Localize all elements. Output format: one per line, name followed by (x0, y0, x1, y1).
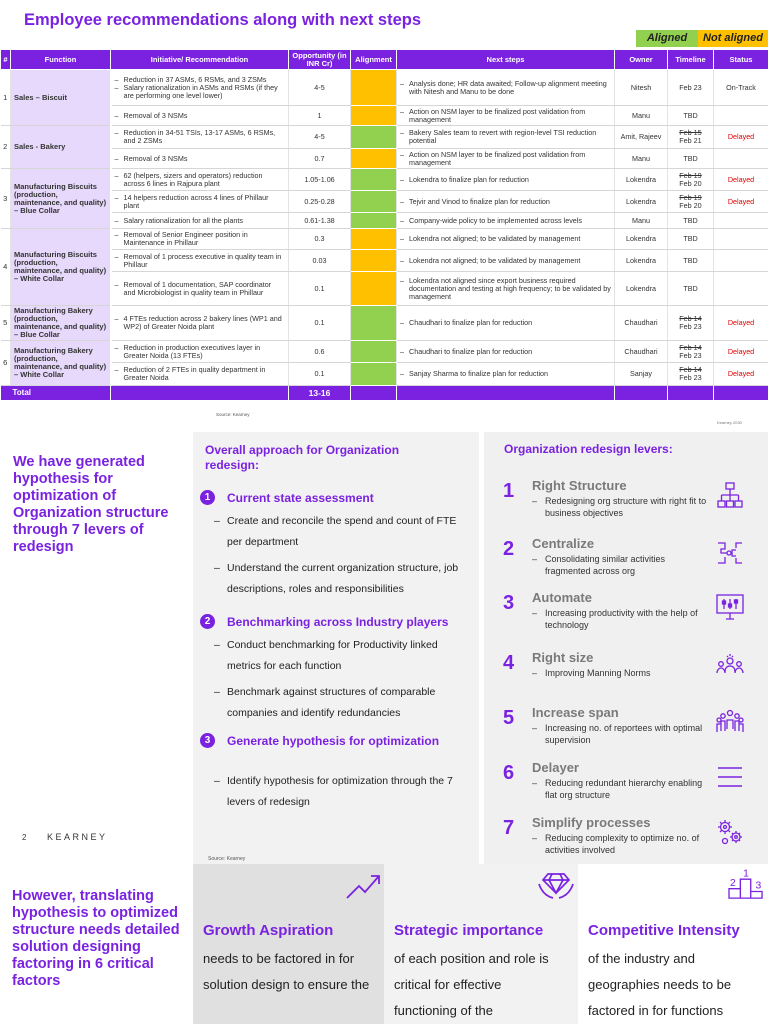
next-steps-list (400, 198, 611, 206)
monitor-settings-icon (715, 592, 745, 622)
lever-right-size (484, 648, 768, 704)
next-steps-list (400, 277, 611, 301)
alignment-cell (351, 306, 397, 341)
status-cell: Delayed (714, 363, 768, 386)
slide-title: Employee recommendations along with next steps (24, 11, 422, 29)
lever-delayer (484, 758, 768, 814)
redesign-slide (0, 428, 768, 864)
timeline-old: Feb 14 (679, 314, 702, 323)
timeline-old: Feb 15 (679, 128, 702, 137)
alignment-cell (351, 191, 397, 213)
next-step-item: – Lokendra not aligned; to be validated by management (400, 235, 611, 243)
row-group-number: 5 (1, 306, 11, 341)
owner-cell: Manu (615, 213, 668, 229)
table-row (1, 363, 768, 386)
next-step-item: – Bakery Sales team to revert with region-level TSI reduction potential (400, 129, 611, 145)
initiative-item: – Reduction in 37 ASMs, 6 RSMs, and 3 ZSMs (115, 76, 286, 84)
lever-name: Increase span (532, 705, 619, 720)
table-row (1, 341, 768, 363)
initiative-cell (111, 70, 289, 106)
initiative-item: – Removal of 3 NSMs (115, 112, 286, 120)
total-empty-cell (615, 386, 668, 400)
timeline-current: Feb 23 (679, 322, 702, 331)
opportunity-cell: 0.3 (289, 229, 351, 250)
next-step-item: – Company-wide policy to be implemented across levels (400, 217, 611, 225)
step-bullets (214, 511, 469, 605)
timeline-current: TBD (683, 215, 698, 225)
next-steps-list (400, 217, 611, 225)
trend-up-icon (343, 868, 383, 902)
header-col-num: # (1, 50, 11, 70)
next-steps-list (400, 235, 611, 243)
timeline-cell (668, 106, 714, 126)
timeline-cell (668, 306, 714, 341)
source-note: Source: Kearney (208, 856, 246, 862)
podium-icon (726, 866, 766, 900)
table-row (1, 191, 768, 213)
timeline-cell (668, 70, 714, 106)
timeline-current: Feb 20 (679, 178, 702, 188)
timeline-cell (668, 229, 714, 250)
initiative-list (115, 112, 286, 120)
lever-name: Right Structure (532, 478, 627, 493)
initiative-list (115, 172, 286, 188)
initiative-list (115, 194, 286, 210)
alignment-cell (351, 229, 397, 250)
row-group-number: 2 (1, 126, 11, 169)
next-steps-cell (397, 250, 615, 272)
recommendations-slide (0, 0, 768, 428)
step-number: 1 (200, 490, 215, 505)
table-row (1, 213, 768, 229)
initiative-item: – Removal of 1 process executive in quality team in Phillaur (115, 253, 286, 269)
timeline-current: TBD (683, 255, 698, 265)
factor-text: of each position and role is critical for effective functioning of the (394, 951, 549, 1018)
group-icon (715, 707, 745, 737)
header-col-owner: Owner (615, 50, 668, 70)
table-row (1, 306, 768, 341)
function-cell: Sales - Bakery (11, 126, 111, 169)
lever-number: 5 (503, 707, 515, 729)
step-bullets (214, 771, 469, 818)
timeline-cell (668, 126, 714, 149)
opportunity-cell: 1 (289, 106, 351, 126)
next-steps-cell (397, 306, 615, 341)
initiative-item: – Reduction in 34-51 TSIs, 13-17 ASMs, 6 RSMs, and 2 ZSMs (115, 129, 286, 145)
source-note: Source: Kearney (216, 412, 250, 417)
opportunity-cell: 0.25-0.28 (289, 191, 351, 213)
next-steps-list (400, 151, 611, 167)
initiative-cell (111, 149, 289, 169)
status-cell (714, 213, 768, 229)
svg-text:1: 1 (743, 868, 749, 880)
approach-panel (193, 432, 479, 864)
next-step-item: – Lokendra to finalize plan for reduction (400, 176, 611, 184)
factor-text: of the industry and geographies needs to be factored in for functions (588, 951, 732, 1018)
next-step-item: – Chaudhari to finalize plan for reduction (400, 348, 611, 356)
initiative-item: – Removal of Senior Engineer position in Maintenance in Phillaur (115, 231, 286, 247)
timeline-cell (668, 272, 714, 306)
next-steps-list (400, 348, 611, 356)
timeline-cell (668, 191, 714, 213)
table-row (1, 126, 768, 149)
table-row (1, 149, 768, 169)
initiative-item: – Reduction of 2 FTEs in quality department in Greater Noida (115, 366, 286, 382)
initiative-cell (111, 213, 289, 229)
lever-number: 6 (503, 762, 515, 784)
next-step-item: – Sanjay Sharma to finalize plan for reduction (400, 370, 611, 378)
initiative-cell (111, 341, 289, 363)
status-cell: Delayed (714, 341, 768, 363)
next-step-item: – Lokendra not aligned since export business required documentation and testing at high frequency; to be validated by management (400, 277, 611, 301)
initiative-cell (111, 363, 289, 386)
levers-title: Organization redesign levers: (504, 442, 673, 456)
opportunity-cell: 0.03 (289, 250, 351, 272)
initiative-item: – Salary rationalization for all the plants (115, 217, 286, 225)
initiative-cell (111, 126, 289, 149)
opportunity-cell: 0.1 (289, 306, 351, 341)
total-label: Total (1, 386, 111, 400)
lever-description: – Increasing productivity with the help of technology (532, 607, 712, 631)
next-steps-list (400, 370, 611, 378)
initiative-item: – Reduction in production executives layer in Greater Noida (13 FTEs) (115, 344, 286, 360)
factor-text: needs to be factored in for solution design to ensure the (203, 951, 370, 992)
alignment-cell (351, 126, 397, 149)
row-group-number: 4 (1, 229, 11, 306)
lever-simplify-processes (484, 813, 768, 869)
step-bullet: – Identify hypothesis for optimization through the 7 levers of redesign (214, 771, 469, 812)
initiative-cell (111, 306, 289, 341)
lever-name: Delayer (532, 760, 579, 775)
step-bullets (214, 635, 469, 729)
total-empty-cell (111, 386, 289, 400)
status-cell: Delayed (714, 169, 768, 191)
total-empty-cell (714, 386, 768, 400)
opportunity-cell: 4-5 (289, 126, 351, 149)
header-col-timeline: Timeline (668, 50, 714, 70)
timeline-current: Feb 21 (679, 136, 702, 145)
svg-text:3: 3 (755, 880, 762, 892)
initiative-list (115, 155, 286, 163)
next-steps-cell (397, 213, 615, 229)
initiative-cell (111, 250, 289, 272)
total-value: 13-16 (289, 386, 351, 400)
owner-cell: Nitesh (615, 70, 668, 106)
lever-description: – Reducing redundant hierarchy enabling flat org structure (532, 777, 712, 801)
next-steps-list (400, 257, 611, 265)
step-bullet: – Understand the current organization structure, job descriptions, roles and responsibilities (214, 558, 469, 599)
header-col-next-steps: Next steps (397, 50, 615, 70)
table-row (1, 250, 768, 272)
table-row (1, 169, 768, 191)
factor-title: Competitive Intensity (588, 922, 740, 939)
timeline-old: Feb 19 (679, 192, 702, 202)
next-steps-cell (397, 191, 615, 213)
timeline-current: TBD (683, 283, 698, 293)
alignment-cell (351, 149, 397, 169)
next-steps-cell (397, 272, 615, 306)
section-heading: We have generated hypothesis for optimization of Organization structure through 7 levers of redesign (13, 454, 169, 555)
factor-title: Strategic importance (394, 922, 544, 939)
next-step-item: – Tejvir and Vinod to finalize plan for reduction (400, 198, 611, 206)
next-steps-cell (397, 229, 615, 250)
total-empty-cell (668, 386, 714, 400)
status-cell: Delayed (714, 126, 768, 149)
centralize-icon (715, 538, 745, 568)
owner-cell: Chaudhari (615, 306, 668, 341)
next-steps-cell (397, 106, 615, 126)
layers-icon (715, 762, 745, 792)
lever-right-structure (484, 476, 768, 532)
timeline-current: Feb 23 (679, 82, 702, 92)
lever-number: 1 (503, 480, 515, 502)
page-number: 2 (22, 833, 27, 842)
critical-factors-slide (0, 864, 768, 1024)
svg-text:2: 2 (729, 877, 736, 889)
initiative-list (115, 231, 286, 247)
lever-description: – Improving Manning Norms (532, 667, 712, 679)
step-bullet: – Conduct benchmarking for Productivity linked metrics for each function (214, 635, 469, 676)
step-title: Current state assessment (227, 491, 374, 505)
gears-icon (715, 817, 745, 847)
opportunity-cell: 0.7 (289, 149, 351, 169)
next-steps-cell (397, 341, 615, 363)
initiative-list (115, 315, 286, 331)
factor-title: Growth Aspiration (203, 922, 334, 939)
table-header-row (1, 50, 768, 70)
row-group-number: 1 (1, 70, 11, 126)
initiative-item: – Removal of 1 documentation, SAP coordinator and Microbiologist in quality team in Phillaur (115, 281, 286, 297)
next-steps-list (400, 176, 611, 184)
opportunity-cell: 1.05-1.06 (289, 169, 351, 191)
initiative-list (115, 76, 286, 100)
step-title: Benchmarking across Industry players (227, 615, 449, 629)
factor-growth-aspiration (193, 864, 384, 1024)
initiative-cell (111, 169, 289, 191)
header-col-opportunity: Opportunity (in INR Cr) (289, 50, 351, 70)
owner-cell: Sanjay (615, 363, 668, 386)
total-empty-cell (397, 386, 615, 400)
row-group-number: 3 (1, 169, 11, 229)
total-empty-cell (351, 386, 397, 400)
status-cell (714, 149, 768, 169)
table-row (1, 106, 768, 126)
timeline-current: TBD (683, 153, 698, 163)
next-steps-cell (397, 70, 615, 106)
timeline-cell (668, 213, 714, 229)
lever-centralize (484, 534, 768, 590)
lever-automate (484, 588, 768, 644)
next-steps-list (400, 319, 611, 327)
alignment-cell (351, 169, 397, 191)
alignment-cell (351, 213, 397, 229)
opportunity-cell: 0.61-1.38 (289, 213, 351, 229)
timeline-old: Feb 19 (679, 170, 702, 180)
status-cell: Delayed (714, 191, 768, 213)
owner-cell: Lokendra (615, 250, 668, 272)
timeline-current: Feb 20 (679, 200, 702, 210)
factor-strategic-importance (384, 864, 578, 1024)
factor-competitive-intensity (578, 864, 768, 1024)
alignment-cell (351, 70, 397, 106)
owner-cell: Manu (615, 106, 668, 126)
legend-not-aligned: Not aligned (698, 30, 768, 47)
alignment-cell (351, 106, 397, 126)
kearney-logo: KEARNEY (47, 832, 108, 842)
timeline-cell (668, 169, 714, 191)
owner-cell: Lokendra (615, 229, 668, 250)
alignment-cell (351, 250, 397, 272)
owner-cell: Lokendra (615, 169, 668, 191)
initiative-list (115, 253, 286, 269)
lever-number: 4 (503, 652, 515, 674)
next-steps-cell (397, 126, 615, 149)
row-group-number: 6 (1, 341, 11, 386)
lever-name: Automate (532, 590, 592, 605)
lever-name: Centralize (532, 536, 595, 551)
diamond-hand-icon (536, 868, 576, 902)
lever-description: – Consolidating similar activities fragmented across org (532, 553, 712, 577)
opportunity-cell: 0.6 (289, 341, 351, 363)
table-row (1, 272, 768, 306)
timeline-cell (668, 149, 714, 169)
header-col-alignment: Alignment (351, 50, 397, 70)
lever-increase-span (484, 703, 768, 759)
timeline-cell (668, 250, 714, 272)
lever-description: – Redesigning org structure with right fit to business objectives (532, 495, 712, 519)
table-row (1, 229, 768, 250)
status-cell (714, 229, 768, 250)
function-cell: Manufacturing Biscuits (production, maintenance, and quality) – White Collar (11, 229, 111, 306)
initiative-item: – 62 (helpers, sizers and operators) reduction across 6 lines in Rajpura plant (115, 172, 286, 188)
status-cell (714, 272, 768, 306)
function-cell: Manufacturing Biscuits (production, maintenance, and quality) – Blue Collar (11, 169, 111, 229)
timeline-current: TBD (683, 234, 698, 243)
step-number: 3 (200, 733, 215, 748)
lever-name: Right size (532, 650, 594, 665)
next-step-item: – Action on NSM layer to be finalized post validation from management (400, 108, 611, 124)
initiative-list (115, 344, 286, 360)
timeline-current: Feb 23 (679, 373, 702, 382)
initiative-cell (111, 106, 289, 126)
recommendations-table (0, 49, 768, 400)
alignment-cell (351, 272, 397, 306)
next-step-item: – Chaudhari to finalize plan for reduction (400, 319, 611, 327)
function-cell: Manufacturing Bakery (production, maintenance, and quality) – White Collar (11, 341, 111, 386)
timeline-cell (668, 341, 714, 363)
owner-cell: Manu (615, 149, 668, 169)
initiative-item: – Salary rationalization in ASMs and RSMs (if they are performing one level lower) (115, 84, 286, 100)
alignment-cell (351, 341, 397, 363)
status-cell: Delayed (714, 306, 768, 341)
next-step-item: – Analysis done; HR data awaited; Follow-up alignment meeting with Nitesh and Manu to be done (400, 80, 611, 96)
opportunity-cell: 0.1 (289, 272, 351, 306)
next-steps-list (400, 80, 611, 96)
lever-number: 7 (503, 817, 515, 839)
lever-description: – Increasing no. of reportees with optimal supervision (532, 722, 712, 746)
initiative-list (115, 129, 286, 145)
next-step-item: – Action on NSM layer to be finalized post validation from management (400, 151, 611, 167)
opportunity-cell: 0.1 (289, 363, 351, 386)
org-chart-icon (715, 480, 745, 510)
status-cell (714, 106, 768, 126)
owner-cell: Lokendra (615, 272, 668, 306)
next-steps-list (400, 108, 611, 124)
status-cell (714, 250, 768, 272)
next-step-item: – Lokendra not aligned; to be validated by management (400, 257, 611, 265)
initiative-cell (111, 272, 289, 306)
alignment-cell (351, 363, 397, 386)
team-icon (715, 652, 745, 682)
initiative-item: – 14 helpers reduction across 4 lines of Phillaur plant (115, 194, 286, 210)
next-steps-cell (397, 149, 615, 169)
timeline-old: Feb 14 (679, 342, 702, 352)
initiative-list (115, 281, 286, 297)
table-row (1, 70, 768, 106)
next-steps-cell (397, 363, 615, 386)
timeline-current: TBD (683, 110, 698, 120)
initiative-list (115, 366, 286, 382)
header-col-status: Status (714, 50, 768, 70)
function-cell: Sales – Biscuit (11, 70, 111, 126)
initiative-item: – 4 FTEs reduction across 2 bakery lines (WP1 and WP2) of Greater Noida plant (115, 315, 286, 331)
header-col-initiative: Initiative/ Recommendation (111, 50, 289, 70)
copyright-note: Kearney 2030 (717, 420, 742, 425)
initiative-list (115, 217, 286, 225)
step-number: 2 (200, 614, 215, 629)
lever-description: – Reducing complexity to optimize no. of activities involved (532, 832, 712, 856)
section-heading: However, translating hypothesis to optimized structure needs detailed solution designing factoring in 6 critical factors (12, 888, 180, 989)
next-steps-cell (397, 169, 615, 191)
opportunity-cell: 4-5 (289, 70, 351, 106)
approach-title: Overall approach for Organization redesign: (205, 443, 400, 472)
timeline-current: Feb 23 (679, 350, 702, 360)
lever-number: 3 (503, 592, 515, 614)
initiative-cell (111, 191, 289, 213)
total-row (1, 386, 768, 400)
owner-cell: Amit, Rajeev (615, 126, 668, 149)
step-bullet: – Benchmark against structures of comparable companies and identify redundancies (214, 682, 469, 723)
legend-aligned: Aligned (636, 30, 698, 47)
owner-cell: Chaudhari (615, 341, 668, 363)
next-steps-list (400, 129, 611, 145)
timeline-cell (668, 363, 714, 386)
lever-number: 2 (503, 538, 515, 560)
levers-panel (484, 432, 768, 864)
step-title: Generate hypothesis for optimization (227, 734, 440, 748)
step-bullet: – Create and reconcile the spend and count of FTE per department (214, 511, 469, 552)
timeline-old: Feb 14 (679, 365, 702, 374)
initiative-item: – Removal of 3 NSMs (115, 155, 286, 163)
function-cell: Manufacturing Bakery (production, maintenance, and quality) – Blue Collar (11, 306, 111, 341)
initiative-cell (111, 229, 289, 250)
lever-name: Simplify processes (532, 815, 651, 830)
header-col-function: Function (11, 50, 111, 70)
owner-cell: Lokendra (615, 191, 668, 213)
status-cell: On-Track (714, 70, 768, 106)
